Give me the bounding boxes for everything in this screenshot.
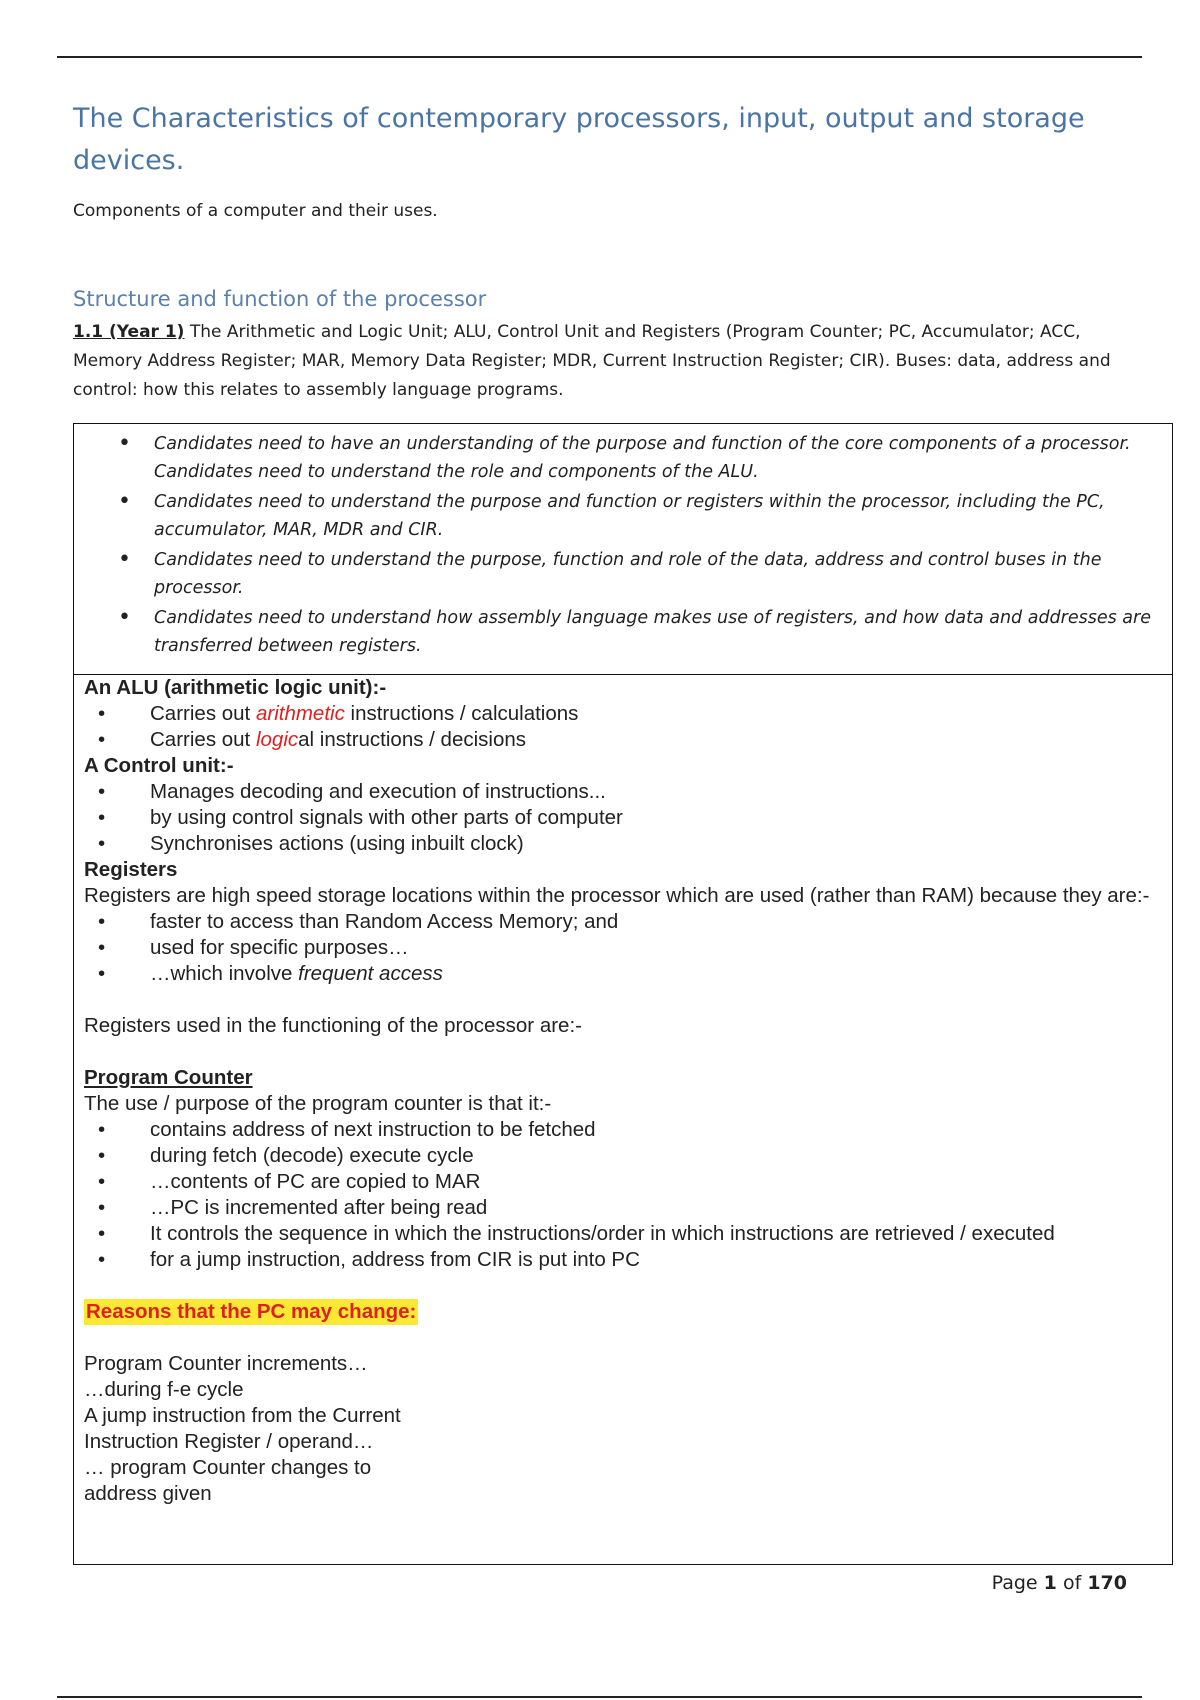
requirements-box (73, 423, 1173, 675)
specification-description: The Arithmetic and Logic Unit; ALU, Control Unit and Registers (Program Counter; PC, Accumulator; ACC, Memory Address Register; MAR, Memory Data Register; MDR, Current Instruction Register; CIR). Buses: data, address and control: how this relates to assembly language programs. (73, 322, 1111, 400)
alu-item-text: al instructions / decisions (298, 728, 527, 751)
requirements-list (74, 424, 1172, 660)
reasons-pc-change-heading: Reasons that the PC may change: (86, 1300, 417, 1323)
control-unit-heading: A Control unit:- (84, 754, 234, 777)
reasons-line: … program Counter changes to (84, 1456, 372, 1479)
alu-item-text: Carries out (150, 728, 256, 751)
program-counter-item: • …contents of PC are copied to MAR (84, 1169, 1162, 1195)
document-subtitle: Components of a computer and their uses. (73, 201, 438, 221)
reasons-line: …during f-e cycle (84, 1378, 244, 1401)
registers-item-text: …which involve (150, 962, 299, 985)
reasons-line: Instruction Register / operand… (84, 1430, 374, 1453)
registers-heading: Registers (84, 858, 178, 881)
specification-text (73, 318, 1143, 405)
reasons-line: Program Counter increments… (84, 1352, 368, 1375)
alu-heading: An ALU (arithmetic logic unit):- (84, 676, 387, 699)
program-counter-intro: The use / purpose of the program counter is that it:- (84, 1092, 552, 1115)
alu-item-text: instructions / calculations (344, 702, 579, 725)
page-label: Page (991, 1572, 1038, 1594)
program-counter-item: • …PC is incremented after being read (84, 1195, 1162, 1221)
alu-keyword-arithmetic: arithmetic (255, 702, 345, 725)
registers-item: • used for specific purposes… (84, 935, 1162, 961)
total-pages: 170 (1087, 1572, 1127, 1594)
registers-item: • faster to access than Random Access Memory; and (84, 909, 1162, 935)
registers-intro: Registers are high speed storage locations within the processor which are used (rather than RAM) because they are:- (84, 884, 1150, 907)
control-unit-item: • Synchronises actions (using inbuilt clock) (84, 831, 1162, 857)
registers-used-text: Registers used in the functioning of the processor are:- (84, 1014, 582, 1037)
alu-item (84, 727, 1162, 753)
registers-emphasis: frequent access (298, 962, 443, 985)
alu-keyword-logic: logic (255, 728, 299, 751)
control-unit-item: • by using control signals with other parts of computer (84, 805, 1162, 831)
specification-reference: 1.1 (Year 1) (73, 322, 185, 342)
program-counter-item: • during fetch (decode) execute cycle (84, 1143, 1162, 1169)
spacer (84, 987, 1162, 1013)
section-heading: Structure and function of the processor (73, 287, 487, 311)
spacer (84, 1325, 1162, 1351)
requirement-item: • Candidates need to understand how assembly language makes use of registers, and how data and addresses are transferred between registers. (154, 604, 1152, 660)
notes-box (73, 674, 1173, 1565)
program-counter-heading: Program Counter (84, 1066, 253, 1089)
program-counter-item: • It controls the sequence in which the instructions/order in which instructions are retrieved / executed (84, 1221, 1162, 1247)
footer-rule (57, 1696, 1142, 1698)
program-counter-item: • for a jump instruction, address from CIR is put into PC (84, 1247, 1162, 1273)
spacer (84, 1273, 1162, 1299)
of-label: of (1062, 1572, 1082, 1594)
requirement-item: • Candidates need to understand the purpose, function and role of the data, address and control buses in the processor. (154, 546, 1152, 602)
document-title: The Characteristics of contemporary processors, input, output and storage devices. (73, 103, 1085, 176)
program-counter-item: • contains address of next instruction to be fetched (84, 1117, 1162, 1143)
spacer (84, 1039, 1162, 1065)
control-unit-item: • Manages decoding and execution of instructions... (84, 779, 1162, 805)
page-number-footer (992, 1572, 1127, 1594)
reasons-line: address given (84, 1482, 212, 1505)
alu-item (84, 701, 1162, 727)
header-rule (57, 56, 1142, 58)
registers-item (84, 961, 1162, 987)
requirement-item: • Candidates need to have an understanding of the purpose and function of the core components of a processor. Candidates need to understand the role and components of the ALU. (154, 430, 1152, 486)
alu-item-text: Carries out (150, 702, 256, 725)
requirement-item: • Candidates need to understand the purpose and function or registers within the processor, including the PC, accumulator, MAR, MDR and CIR. (154, 488, 1152, 544)
page-number: 1 (1043, 1572, 1057, 1594)
reasons-line: A jump instruction from the Current (84, 1404, 401, 1427)
